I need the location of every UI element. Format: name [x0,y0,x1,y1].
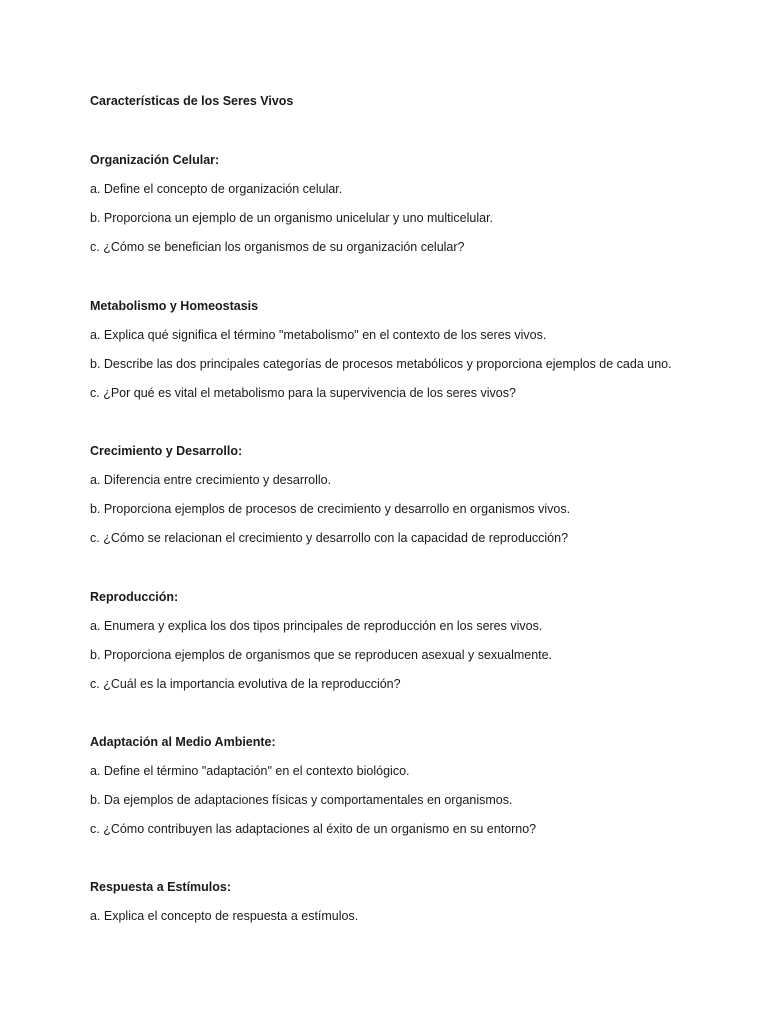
question-item: b. Proporciona ejemplos de procesos de crecimiento y desarrollo en organismos vivos. [90,502,571,516]
section-heading: Crecimiento y Desarrollo: [90,444,243,458]
question-item: b. Da ejemplos de adaptaciones físicas y comportamentales en organismos. [90,793,513,807]
question-item: a. Enumera y explica los dos tipos principales de reproducción en los seres vivos. [90,619,543,633]
question-item: a. Define el término "adaptación" en el contexto biológico. [90,764,410,778]
section-heading: Adaptación al Medio Ambiente: [90,735,276,749]
question-item: a. Define el concepto de organización celular. [90,182,343,196]
section-heading: Metabolismo y Homeostasis [90,299,259,313]
section-heading: Organización Celular: [90,153,220,167]
section-organizacion-celular [90,152,750,268]
section-crecimiento [90,443,750,559]
section-respuesta-estimulos [90,879,750,937]
question-item: b. Proporciona ejemplos de organismos que se reproducen asexual y sexualmente. [90,648,553,662]
document-title: Características de los Seres Vivos [90,94,294,108]
question-item: c. ¿Cómo se relacionan el crecimiento y desarrollo con la capacidad de reproducción? [90,531,569,545]
question-item: b. Describe las dos principales categorías de procesos metabólicos y proporciona ejemplos de cada uno. [90,357,672,371]
section-reproduccion [90,589,750,705]
section-heading: Respuesta a Estímulos: [90,880,232,894]
section-heading: Reproducción: [90,590,179,604]
question-item: c. ¿Cuál es la importancia evolutiva de la reproducción? [90,677,401,691]
question-item: a. Diferencia entre crecimiento y desarrollo. [90,473,332,487]
question-item: c. ¿Cómo se benefician los organismos de su organización celular? [90,240,465,254]
question-item: a. Explica qué significa el término "metabolismo" en el contexto de los seres vivos. [90,328,547,342]
question-item: c. ¿Cómo contribuyen las adaptaciones al éxito de un organismo en su entorno? [90,822,537,836]
question-item: c. ¿Por qué es vital el metabolismo para la supervivencia de los seres vivos? [90,386,516,400]
question-item: b. Proporciona un ejemplo de un organismo unicelular y uno multicelular. [90,211,494,225]
question-item: a. Explica el concepto de respuesta a estímulos. [90,909,359,923]
section-adaptacion [90,734,750,850]
section-metabolismo [90,298,750,414]
